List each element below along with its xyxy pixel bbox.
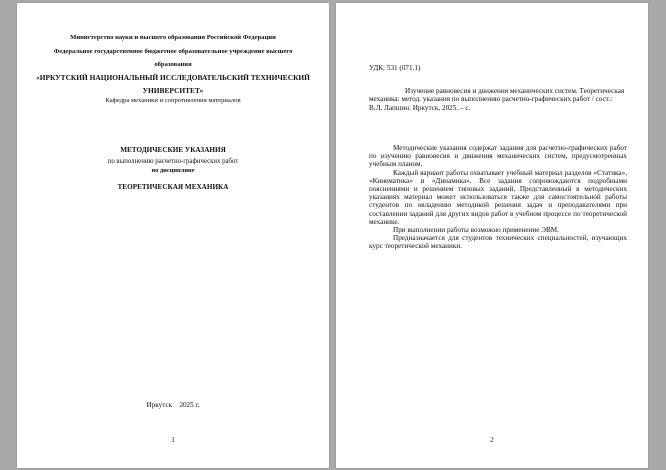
subject-title: ТЕОРЕТИЧЕСКАЯ МЕХАНИКА [117, 183, 229, 191]
institution-type: Федеральное государственное бюджетное образовательное учреждение высшего [53, 48, 293, 55]
abstract [369, 144, 627, 251]
university-name-line2: УНИВЕРСИТЕТ» [142, 86, 204, 95]
department-name: Кафедра механики и сопротивления материалов [105, 97, 241, 104]
bibliographic-reference [369, 87, 627, 112]
udc-code: УДК: 531 (071.1) [369, 64, 421, 72]
institution-type-cont: образования [154, 61, 192, 68]
ministry-name: Министерство науки и высшего образования Российской Федерации [70, 34, 276, 41]
abstract-paragraph: Предназначается для студентов технических специальностей, изучающих курс теоретической механики. [369, 234, 627, 251]
page-number: 1 [171, 436, 175, 444]
abstract-paragraph: Методические указания содержат задания для расчетно-графических работ по изучению равновесия и движения механических систем, предусмотренных учебным планом. [369, 144, 627, 169]
university-name-line1: «ИРКУТСКИЙ НАЦИОНАЛЬНЫЙ ИССЛЕДОВАТЕЛЬСКИЙ ТЕХНИЧЕСКИЙ [36, 73, 310, 82]
abstract-paragraph: Каждый вариант работы охватывает учебный материал разделов «Статика», «Кинематика» и «Динамика». Все задания сопровождаются подробными пояснениями и решением типовых заданий. Представленный в методических указаниях материал может использоваться также для самостоятельной работы студентов по овладению методикой решения задач и преподавателями при составлении заданий для других видов работ в учебном процессе по теоретической механике. [369, 168, 627, 226]
document-type: МЕТОДИЧЕСКИЕ УКАЗАНИЯ [120, 146, 226, 154]
abstract-paragraph: При выполнении работы возможно применение ЭВМ. [393, 226, 559, 235]
discipline-label: по дисциплине [151, 167, 195, 174]
page-number: 2 [490, 436, 494, 444]
page-1 [17, 3, 329, 468]
city-year: Иркутск 2025 г. [146, 401, 200, 409]
document-subtitle: по выполнению расчетно-графических работ [107, 158, 239, 165]
page-2 [336, 3, 648, 468]
reference-text: Изучение равновесия и движения механических систем. Теоретическая механика: метод. указания по выполнению расчетно-графических работ / сост.: В.Л. Лапшин. Иркутск, 2025. – с. [369, 87, 625, 112]
